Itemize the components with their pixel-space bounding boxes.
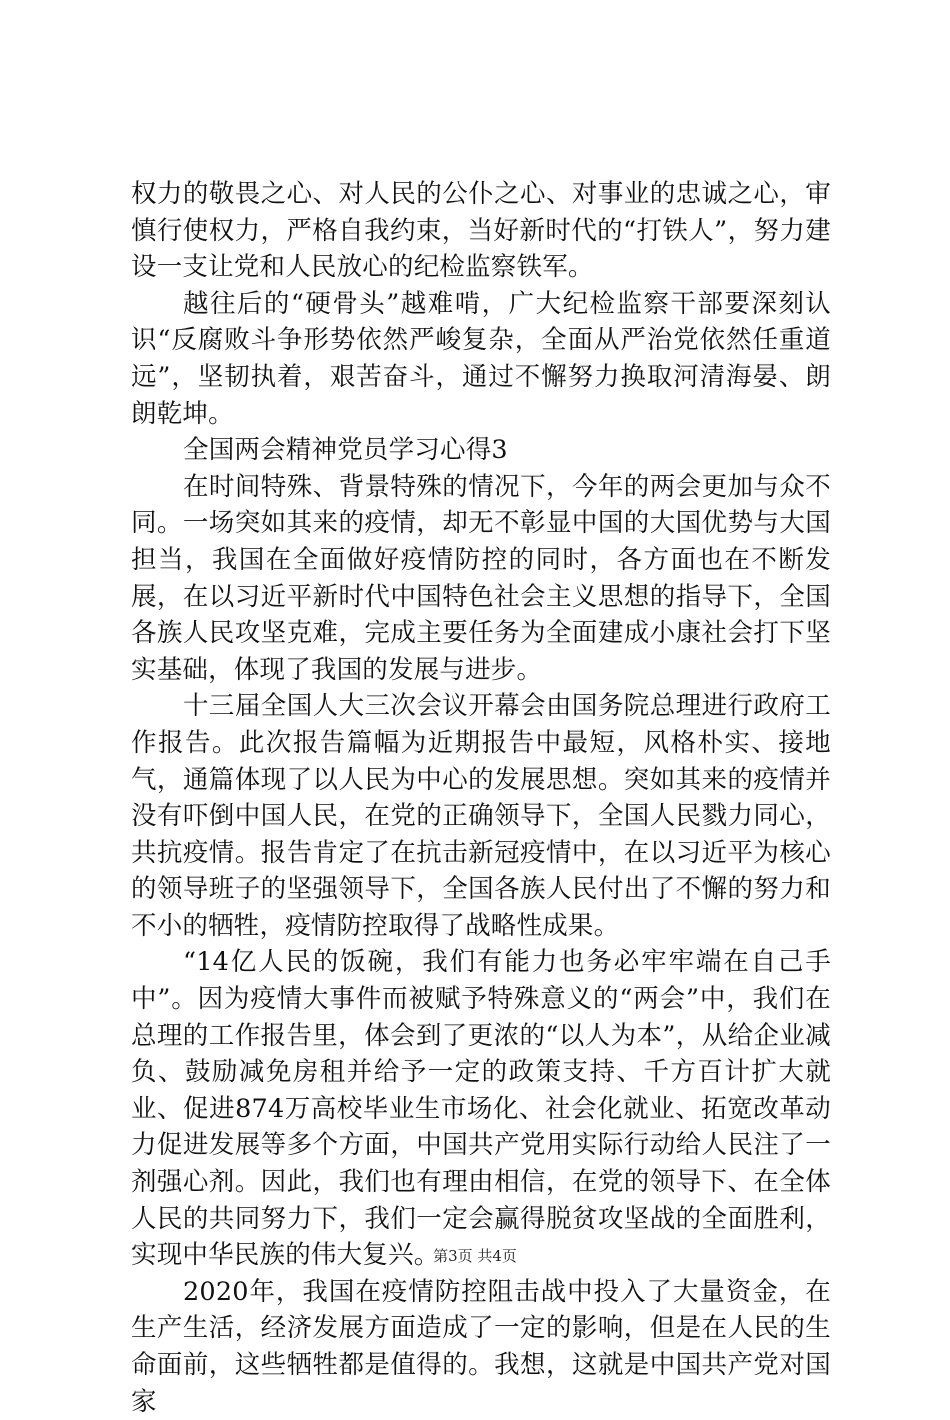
section-heading: 全国两会精神党员学习心得3 [183,435,508,466]
paragraph-1: 权力的敬畏之心、对人民的公仆之心、对事业的忠诚之心，审慎行使权力，严格自我约束，当好新时代的“打铁人”，努力建设一支让党和人民放心的纪检监察铁军。 [131,179,831,283]
paragraph-5: “14亿人民的饭碗，我们有能力也务必牢牢端在自己手中”。因为疫情大事件而被赋予特殊意义的“两会”中，我们在总理的工作报告里，体会到了更浓的“以人为本”，从给企业减负、鼓励减免房租并给予一定的政策支持、千方百计扩大就业、促进874万高校毕业生市场化、社会化就业、拓宽改革动力促进发展等多个方面，中国共产党用实际行动给人民注了一剂强心剂。因此，我们也有理由相信，在党的领导下、在全体人民的共同努力下，我们一定会赢得脱贫攻坚战的全面胜利，实现中华民族的伟大复兴。 [131,947,831,1271]
paragraph-6: 2020年，我国在疫情防控阻击战中投入了大量资金，在生产生活，经济发展方面造成了一定的影响，但是在人民的生命面前，这些牺牲都是值得的。我想，这就是中国共产党对国家 [131,1276,831,1417]
paragraph-3: 在时间特殊、背景特殊的情况下，今年的两会更加与众不同。一场突如其来的疫情，却无不彰显中国的大国优势与大国担当，我国在全面做好疫情防控的同时，各方面也在不断发展，在以习近平新时代中国特色社会主义思想的指导下，全国各族人民攻坚克难，完成主要任务为全面建成小康社会打下坚实基础，体现了我国的发展与进步。 [131,471,831,685]
page-number-footer: 第3页 共4页 [433,1247,517,1265]
document-body [131,176,831,1420]
paragraph-2: 越往后的“硬骨头”越难啃，广大纪检监察干部要深刻认识“反腐败斗争形势依然严峻复杂，全面从严治党依然任重道远”，坚韧执着，艰苦奋斗，通过不懈努力换取河清海晏、朗朗乾坤。 [131,288,831,429]
paragraph-4: 十三届全国人大三次会议开幕会由国务院总理进行政府工作报告。此次报告篇幅为近期报告中最短，风格朴实、接地气，通篇体现了以人民为中心的发展思想。突如其来的疫情并没有吓倒中国人民，在党的正确领导下，全国人民戮力同心，共抗疫情。报告肯定了在抗击新冠疫情中，在以习近平为核心的领导班子的坚强领导下，全国各族人民付出了不懈的努力和不小的牺牲，疫情防控取得了战略性成果。 [131,691,831,941]
